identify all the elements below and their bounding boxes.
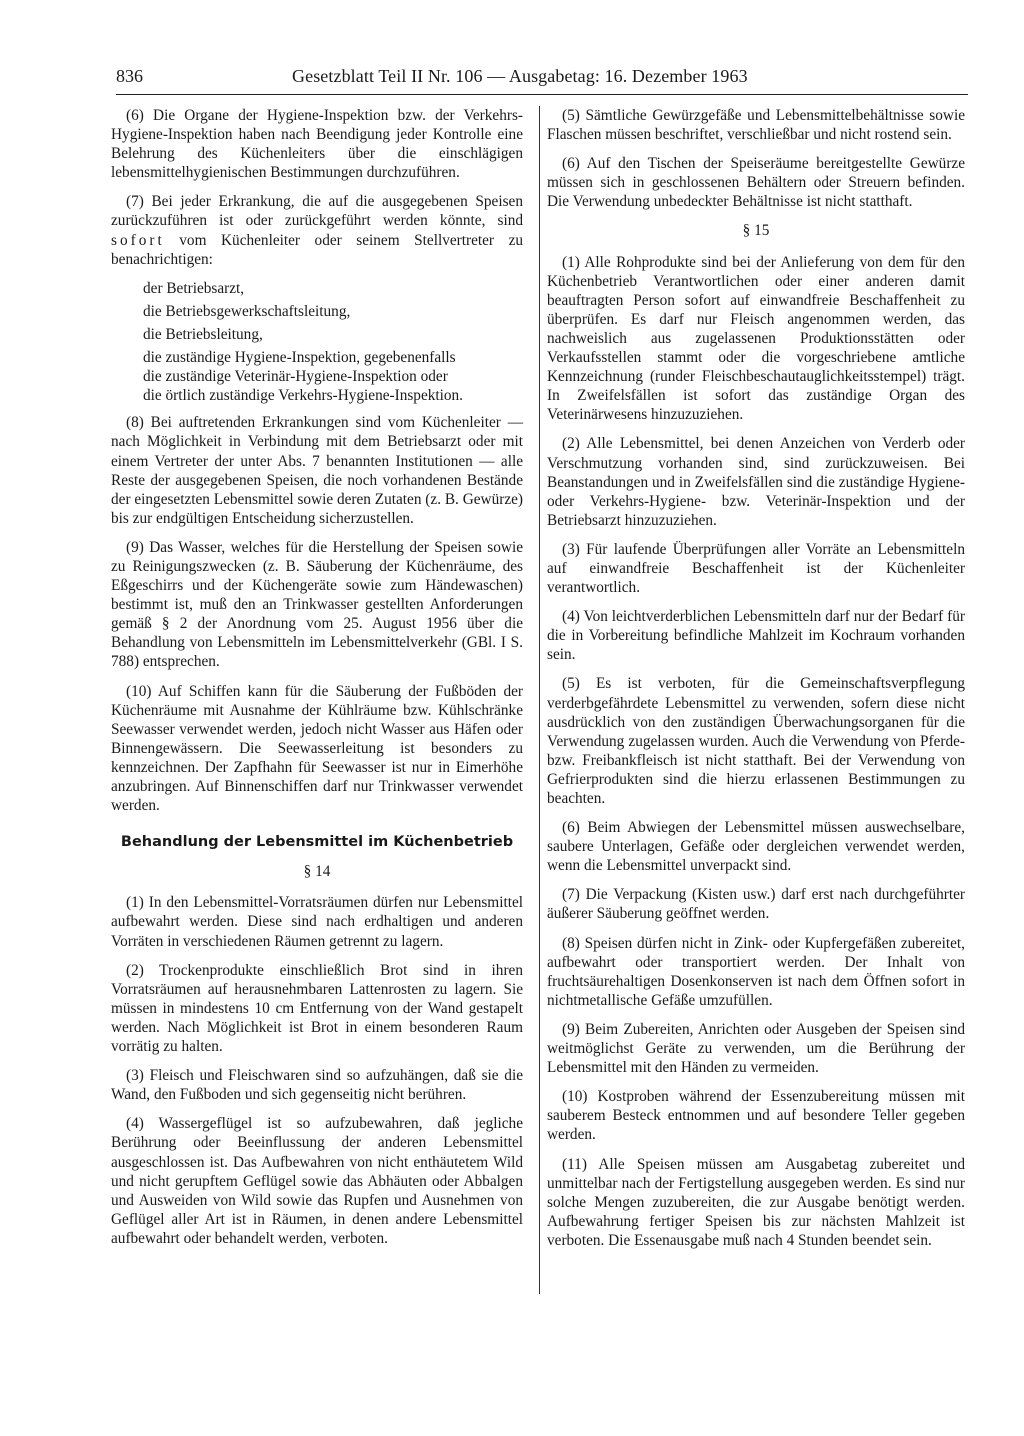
paragraph-15-3: (3) Für laufende Überprüfungen aller Vorräte an Lebensmitteln auf einwandfreie Beschaffenheit ist der Küchenleiter verantwortlich. — [547, 540, 965, 597]
paragraph-13-7-text-b: vom Küchenleiter oder seinem Stellvertreter zu benachrichtigen: — [111, 231, 524, 268]
paragraph-13-7 — [111, 192, 523, 268]
left-column — [111, 106, 523, 1258]
paragraph-14-1: (1) In den Lebensmittel-Vorratsräumen dürfen nur Lebensmittel aufbewahrt werden. Diese sind nach erdhaltigen und anderen Vorräten in verschiedenen Räumen getrennt zu lagern. — [111, 894, 523, 950]
recipient-list — [111, 279, 523, 406]
paragraph-13-9: (9) Das Wasser, welches für die Herstellung der Speisen sowie zu Reinigungszwecken (z. B. Säuberung der Küchenräume, des Eßgeschirrs und der Küchengeräte sowie zum Händewaschen) bestimmt ist, muß den an Trinkwasser gestellten Anforderungen gemäß § 2 der Anordnung vom 25. August 1956 über die Behandlung von Lebensmitteln im Lebensmittelverkehr (GBl. I S. 788) entsprechen. — [111, 538, 523, 671]
paragraph-15-4: (4) Von leichtverderblichen Lebensmitteln darf nur der Bedarf für die in Vorbereitung befindliche Mahlzeit im Kochraum vorhanden sein. — [547, 608, 965, 664]
paragraph-15-5: (5) Es ist verboten, für die Gemeinschaftsverpflegung verderbgefährdete Lebensmittel zu verwenden, sofern diese nicht ausdrücklich von den zuständigen Überwachungsorganen für die Verwendung zugelassen wurden. Auch die Verwendung von Pferde- bzw. Freibankfleisch ist nicht statthaft. Bei der Verwendung von Gefrierprodukten sind die hierzu erlassenen Bestimmungen zu beachten. — [547, 675, 965, 807]
header-title: Gesetzblatt Teil II Nr. 106 — Ausgabetag: 16. Dezember 1963 — [292, 66, 748, 86]
list-item-line: die örtlich zuständige Verkehrs-Hygiene-Inspektion. — [143, 387, 464, 405]
paragraph-15-1: (1) Alle Rohprodukte sind bei der Anlieferung von dem für den Küchenbetrieb Verantwortlichen oder einer anderen damit beauftragten Person sofort auf einwandfreie Beschaffenheit zu überprüfen. Es darf nur Fleisch angenommen werden, das nachweislich aus zugelassenen Produktionsstätten oder Verkaufsstellen stammt oder die vorgeschriebene amtliche Kennzeichnung (runder Fleischbeschautauglichkeitsstempel) trägt. In Zweifelsfällen ist sofort das zuständige Organ des Veterinärwesens hinzuzuziehen. — [547, 253, 965, 424]
paragraph-15-8: (8) Speisen dürfen nicht in Zink- oder Kupfergefäßen zubereitet, aufbewahrt oder transportiert werden. Der Inhalt von fruchtsäurehaltigen Dosenkonserven ist nach dem Öffnen sofort in nichtmetallische Gefäße umzufüllen. — [547, 934, 965, 1009]
list-item: die Betriebsgewerkschaftsleitung, — [143, 302, 351, 320]
right-column — [547, 106, 965, 1260]
paragraph-13-10: (10) Auf Schiffen kann für die Säuberung der Fußböden der Küchenräume mit Ausnahme der Kühlräume bzw. Kühlschränke Seewasser verwendet werden, jedoch nicht Wasser aus Häfen oder Binnengewässern. Die Seewasserleitung ist besonders zu kennzeichnen. Der Zapfhahn für Seewasser ist nur in Eimerhöhe anzubringen. Auf Binnenschiffen darf nur Trinkwasser verwendet werden. — [111, 682, 523, 815]
page-header — [116, 64, 968, 95]
paragraph-15-10: (10) Kostproben während der Essenzubereitung müssen mit sauberem Besteck entnommen und auf besondere Teller gegeben werden. — [547, 1088, 965, 1144]
paragraph-14-6: (6) Auf den Tischen der Speiseräume bereitgestellte Gewürze müssen sich in geschlossenen Behältern oder Streuern befinden. Die Verwendung unbedeckter Behältnisse ist nicht statthaft. — [547, 155, 965, 211]
paragraph-13-6: (6) Die Organe der Hygiene-Inspektion bzw. der Verkehrs-Hygiene-Inspektion haben nach Beendigung jeder Kontrolle eine Belehrung des Küchenleiters über die einschlägigen lebensmittelhygienischen Bestimmungen durchzuführen. — [111, 107, 523, 182]
paragraph-14-3: (3) Fleisch und Fleischwaren sind so aufzuhängen, daß sie die Wand, den Fußboden und sich gegenseitig nicht berühren. — [111, 1067, 523, 1104]
list-item: der Betriebsarzt, — [143, 279, 245, 297]
paragraph-mark-15: § 15 — [742, 222, 770, 240]
list-item: die Betriebsleitung, — [143, 325, 263, 343]
list-item-line: die zuständige Veterinär-Hygiene-Inspektion oder — [143, 368, 448, 386]
page-number: 836 — [116, 66, 143, 86]
paragraph-15-9: (9) Beim Zubereiten, Anrichten oder Ausgeben der Speisen sind weitmöglichst Geräte zu verwenden, um die Berührung der Lebensmittel mit den Händen zu vermeiden. — [547, 1020, 965, 1077]
emphasis-sofort: sofort — [111, 231, 165, 249]
paragraph-15-11: (11) Alle Speisen müssen am Ausgabetag zubereitet und unmittelbar nach der Fertigstellung ausgegeben werden. Es sind nur solche Mengen zuzubereiten, die zur Ausgabe benötigt werden. Aufbewahrung fertiger Speisen bis zur nächsten Mahlzeit ist verboten. Die Essenausgabe muß nach 4 Stunden beendet sein. — [547, 1155, 965, 1249]
column-divider — [539, 106, 540, 1294]
paragraph-13-7-text-a: (7) Bei jeder Erkrankung, die auf die ausgegebenen Speisen zurückzuführen ist oder zurückgeführt werden könnte, sind — [111, 193, 523, 230]
section-heading: Behandlung der Lebensmittel im Küchenbetrieb — [120, 834, 514, 851]
paragraph-15-7: (7) Die Verpackung (Kisten usw.) darf erst nach durchgeführter äußerer Säuberung geöffnet werden. — [547, 886, 965, 923]
paragraph-mark-14: § 14 — [303, 863, 331, 881]
paragraph-14-4: (4) Wassergeflügel ist so aufzubewahren, daß jegliche Berührung oder Beeinflussung der anderen Lebensmittel ausgeschlossen ist. Das Aufbewahren von nicht enthäutetem Wild und nicht gerupftem Geflügel sowie das Abhäuten oder Abbalgen und Ausweiden von Wild sowie das Rupfen und Ausnehmen von Geflügel aller Art ist in Räumen, in denen andere Lebensmittel aufbewahrt oder behandelt werden, verboten. — [111, 1115, 523, 1247]
paragraph-15-6: (6) Beim Abwiegen der Lebensmittel müssen auswechselbare, saubere Unterlagen, Gefäße oder dergleichen verwendet werden, wenn die Lebensmittel unverpackt sind. — [547, 819, 965, 875]
list-item — [143, 348, 523, 405]
paragraph-14-2: (2) Trockenprodukte einschließlich Brot sind in ihren Vorratsräumen auf herausnehmbaren Lattenrosten zu lagern. Sie müssen in mindestens 10 cm Entfernung von der Wand gestapelt werden. Nach Möglichkeit ist Brot in einem besonderen Raum vorrätig zu halten. — [111, 961, 523, 1056]
paragraph-13-8: (8) Bei auftretenden Erkrankungen sind vom Küchenleiter — nach Möglichkeit in Verbindung mit dem Betriebsarzt oder mit einem Vertreter der unter Abs. 7 benannten Institutionen — alle Reste der ausgegebenen Speisen, die noch vorhandenen Bestände der eingesetzten Lebensmittel sowie deren Zutaten (z. B. Gewürze) bis zur endgültigen Entscheidung sicherzustellen. — [111, 414, 523, 527]
list-item-line: die zuständige Hygiene-Inspektion, gegebenenfalls — [143, 349, 456, 367]
paragraph-14-5: (5) Sämtliche Gewürzgefäße und Lebensmittelbehältnisse sowie Flaschen müssen beschriftet, verschließbar und nicht rostend sein. — [547, 107, 965, 144]
paragraph-15-2: (2) Alle Lebensmittel, bei denen Anzeichen von Verderb oder Verschmutzung vorhanden sind, sind zurückzuweisen. Bei Beanstandungen und in Zweifelsfällen sind die zuständige Hygiene- oder Verkehrs-Hygiene- bzw. Veterinär-Inspektion und der Betriebsarzt hinzuzuziehen. — [547, 435, 965, 529]
